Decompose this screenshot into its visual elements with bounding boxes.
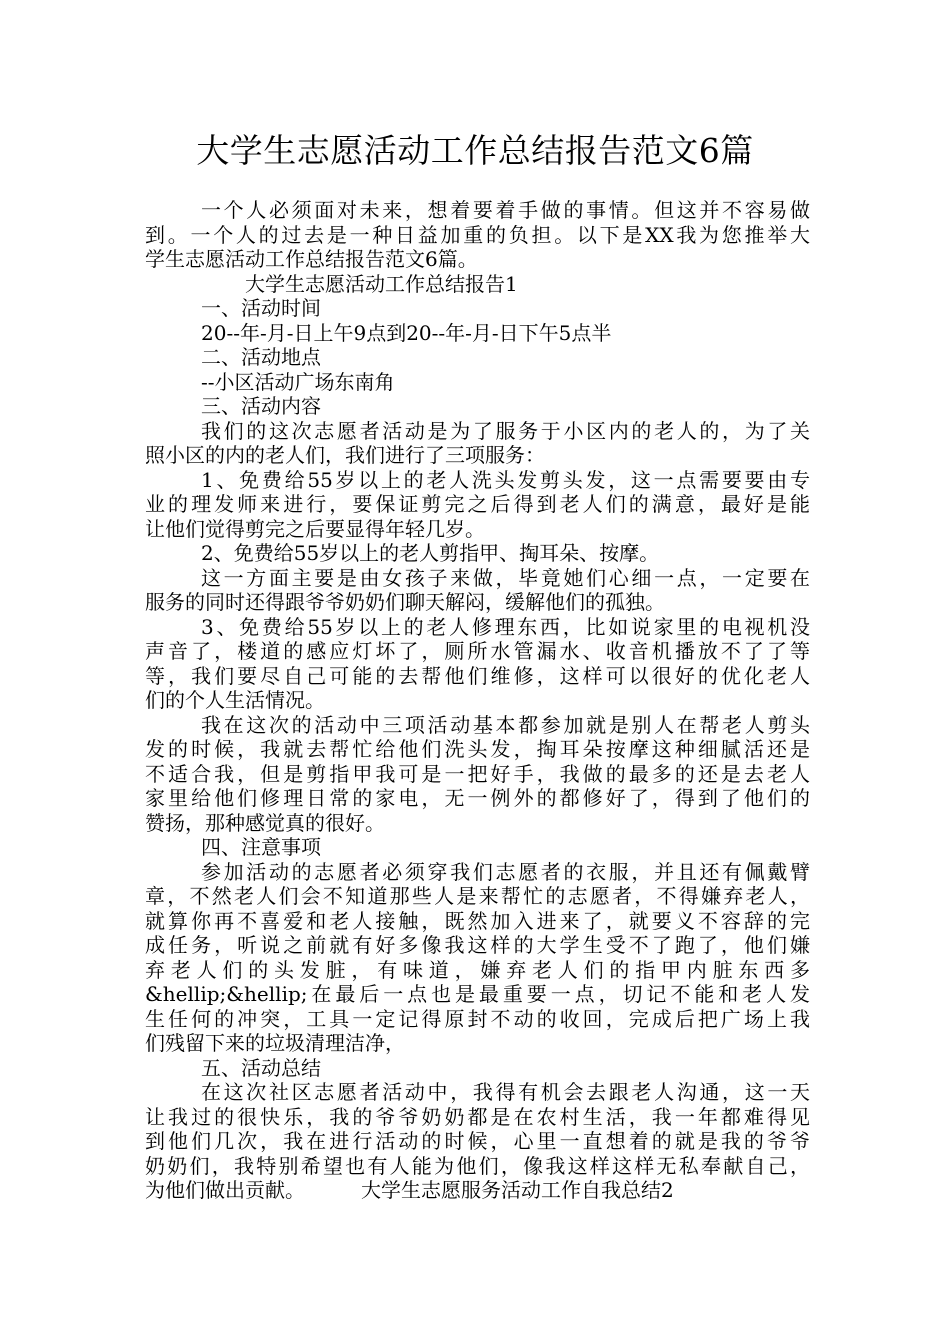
body-line: 到。一个人的过去是一种日益加重的负担。以下是XX我为您推举大 — [145, 222, 810, 247]
section-heading: 一、活动时间 — [201, 296, 321, 320]
next-section-heading: 大学生志愿服务活动工作自我总结2 — [361, 1178, 674, 1202]
body-line: 让我过的很快乐，我的爷爷奶奶都是在农村生活，我一年都难得见 — [145, 1104, 810, 1129]
section-heading: 五、活动总结 — [201, 1055, 321, 1080]
body-line: 1、免费给55岁以上的老人洗头发剪头发，这一点需要要由专 — [201, 467, 810, 492]
body-line-with-next-heading — [145, 1178, 810, 1203]
body-line: 不适合我，但是剪指甲我可是一把好手，我做的最多的还是去老人 — [145, 761, 810, 786]
body-line: 照小区的内的老人们，我们进行了三项服务： — [145, 443, 545, 467]
body-line: 就算你再不喜爱和老人接触，既然加入进来了，就要义不容辞的完 — [145, 908, 810, 933]
body-line: 让他们觉得剪完之后要显得年轻几岁。 — [145, 516, 485, 541]
body-line: 章，不然老人们会不知道那些人是来帮忙的志愿者，不得嫌弃老人， — [145, 884, 810, 908]
body-line: 我们的这次志愿者活动是为了服务于小区内的老人的，为了关 — [201, 418, 810, 443]
body-line: 3、免费给55岁以上的老人修理东西，比如说家里的电视机没 — [201, 614, 810, 639]
body-line: 们残留下来的垃圾清理洁净， — [145, 1031, 405, 1055]
body-line: 我在这次的活动中三项活动基本都参加就是别人在帮老人剪头 — [201, 712, 810, 737]
body-line: 等，我们要尽自己可能的去帮他们维修，这样可以很好的优化老人 — [145, 663, 810, 688]
body-line: 奶奶们，我特别希望也有人能为他们，像我这样这样无私奉献自己， — [145, 1153, 810, 1178]
body-line: 业的理发师来进行，要保证剪完之后得到老人们的满意，最好是能 — [145, 492, 810, 516]
body-line: 参加活动的志愿者必须穿我们志愿者的衣服，并且还有佩戴臂 — [201, 859, 810, 884]
body-line: 服务的同时还得跟爷爷奶奶们聊天解闷，缓解他们的孤独。 — [145, 590, 665, 614]
body-line: 20--年-月-日上午9点到20--年-月-日下午5点半 — [201, 320, 612, 345]
section-heading: 二、活动地点 — [201, 345, 321, 369]
body-line: 家里给他们修理日常的家电，无一例外的都修好了，得到了他们的 — [145, 786, 810, 810]
body-line: 们的个人生活情况。 — [145, 688, 325, 712]
body-line: 为他们做出贡献。 — [145, 1178, 305, 1202]
document-body — [145, 198, 810, 1203]
body-line: 声音了，楼道的感应灯坏了，厕所水管漏水、收音机播放不了了等 — [145, 639, 810, 663]
body-line: 赞扬，那种感觉真的很好。 — [145, 810, 385, 835]
section-heading: 四、注意事项 — [201, 835, 321, 859]
body-line: 这一方面主要是由女孩子来做，毕竟她们心细一点，一定要在 — [201, 565, 810, 590]
body-line: &hellip;&hellip;在最后一点也是最重要一点，切记不能和老人发 — [145, 982, 810, 1006]
section-heading: 三、活动内容 — [201, 394, 321, 418]
body-line: 一个人必须面对未来，想着要着手做的事情。但这并不容易做 — [201, 198, 810, 222]
body-line: 生任何的冲突，工具一定记得原封不动的收回，完成后把广场上我 — [145, 1006, 810, 1031]
body-line: 学生志愿活动工作总结报告范文6篇。 — [145, 247, 478, 271]
document-title: 大学生志愿活动工作总结报告范文6篇 — [196, 131, 754, 170]
body-line: --小区活动广场东南角 — [201, 369, 395, 394]
body-line: 到他们几次，我在进行活动的时候，心里一直想着的就是我的爷爷 — [145, 1129, 810, 1153]
body-line: 发的时候，我就去帮忙给他们洗头发，掏耳朵按摩这种细腻活还是 — [145, 737, 810, 761]
section-heading: 大学生志愿活动工作总结报告1 — [245, 271, 518, 296]
body-line: 在这次社区志愿者活动中，我得有机会去跟老人沟通，这一天 — [201, 1080, 810, 1104]
body-line: 弃老人们的头发脏，有味道，嫌弃老人们的指甲内脏东西多 — [145, 957, 810, 982]
body-line: 2、免费给55岁以上的老人剪指甲、掏耳朵、按摩。 — [201, 541, 660, 565]
body-line: 成任务，听说之前就有好多像我这样的大学生受不了跑了，他们嫌 — [145, 933, 810, 957]
